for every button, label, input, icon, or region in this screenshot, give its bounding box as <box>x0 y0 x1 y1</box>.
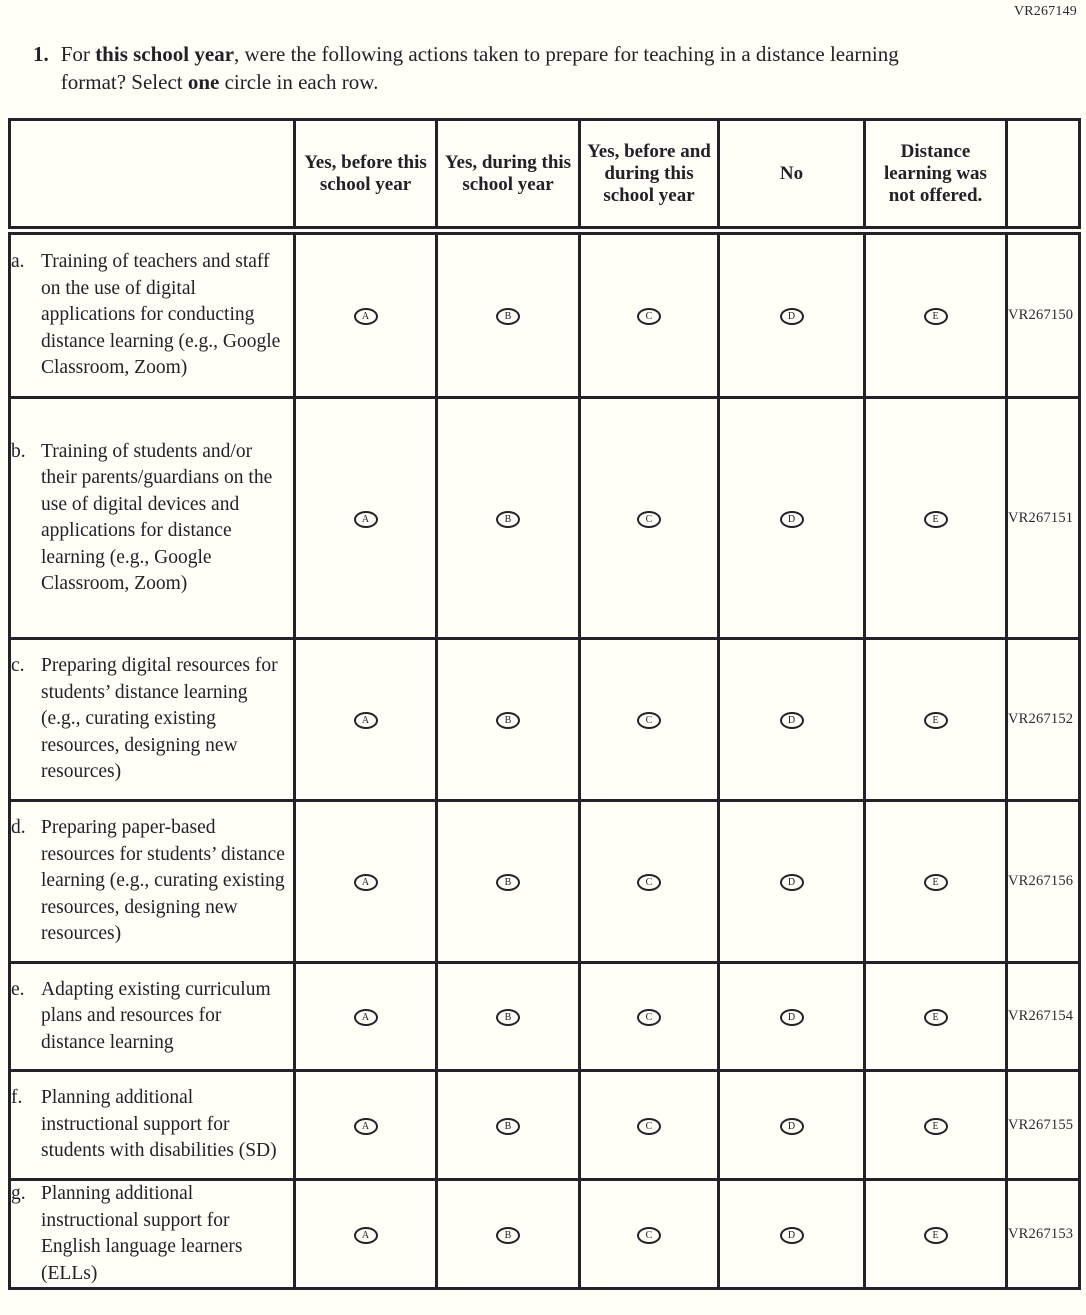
table-row-f <box>10 1071 1080 1180</box>
row-text: Planning additional instructional support for English language learners (ELLs) <box>41 1183 243 1284</box>
row-letter: a. <box>11 251 25 273</box>
row-d-cell-c <box>580 801 719 963</box>
row-b-option-e[interactable]: E <box>924 511 948 528</box>
table-row-b <box>10 398 1080 639</box>
row-b-option-d[interactable]: D <box>780 511 804 528</box>
row-text: Planning additional instructional support for students with disabilities (SD) <box>41 1087 277 1162</box>
row-text: Training of teachers and staff on the use of digital applications for conducting distance learning (e.g., Google Classroom, Zoom) <box>41 251 281 379</box>
header-yes-before-and-during: Yes, before and during this school year <box>580 120 719 231</box>
row-a-option-c[interactable]: C <box>637 308 661 325</box>
row-a-option-e[interactable]: E <box>924 308 948 325</box>
question-bold-this-school-year: this school year <box>95 42 235 66</box>
row-letter: e. <box>11 978 25 1000</box>
header-row <box>10 120 1080 231</box>
question-text <box>33 40 1013 96</box>
row-b-code: VR267151 <box>1007 398 1080 639</box>
row-a-cell-b <box>437 231 580 398</box>
row-d-label <box>10 801 295 963</box>
row-f-option-e[interactable]: E <box>924 1118 948 1135</box>
row-e-option-b[interactable]: B <box>496 1009 520 1026</box>
row-a-cell-e <box>865 231 1007 398</box>
question-segment: circle in each row. <box>219 70 379 94</box>
row-d-cell-b <box>437 801 580 963</box>
row-c-option-b[interactable]: B <box>496 712 520 729</box>
row-c-cell-b <box>437 639 580 801</box>
header-yes-during: Yes, during this school year <box>437 120 580 231</box>
row-g-option-c[interactable]: C <box>637 1227 661 1244</box>
row-letter: c. <box>11 655 25 677</box>
header-no: No <box>719 120 865 231</box>
row-f-option-d[interactable]: D <box>780 1118 804 1135</box>
row-g-cell-b <box>437 1180 580 1289</box>
row-letter: g. <box>11 1183 26 1204</box>
row-e-label <box>10 963 295 1071</box>
row-g-code: VR267153 <box>1007 1180 1080 1289</box>
row-g-option-b[interactable]: B <box>496 1227 520 1244</box>
row-e-option-d[interactable]: D <box>780 1009 804 1026</box>
row-b-option-a[interactable]: A <box>354 511 378 528</box>
row-f-cell-e <box>865 1071 1007 1180</box>
row-c-cell-c <box>580 639 719 801</box>
header-not-offered: Distance learning was not offered. <box>865 120 1007 231</box>
row-b-cell-a <box>295 398 437 639</box>
row-g-cell-c <box>580 1180 719 1289</box>
row-f-cell-d <box>719 1071 865 1180</box>
row-f-label <box>10 1071 295 1180</box>
table-row-c <box>10 639 1080 801</box>
row-text: Preparing paper-based resources for students’ distance learning (e.g., curating existing resources, designing new resources) <box>41 817 285 945</box>
header-blank <box>10 120 295 231</box>
row-e-code: VR267154 <box>1007 963 1080 1071</box>
row-c-cell-a <box>295 639 437 801</box>
row-c-label <box>10 639 295 801</box>
row-e-option-c[interactable]: C <box>637 1009 661 1026</box>
row-letter: b. <box>11 440 26 462</box>
row-b-option-b[interactable]: B <box>496 511 520 528</box>
row-e-option-e[interactable]: E <box>924 1009 948 1026</box>
row-e-cell-c <box>580 963 719 1071</box>
table-row-d <box>10 801 1080 963</box>
row-g-cell-a <box>295 1180 437 1289</box>
response-matrix-table <box>8 118 1081 1290</box>
row-b-label <box>10 398 295 639</box>
row-d-option-a[interactable]: A <box>354 874 378 891</box>
row-e-cell-e <box>865 963 1007 1071</box>
row-f-option-b[interactable]: B <box>496 1118 520 1135</box>
row-d-option-d[interactable]: D <box>780 874 804 891</box>
row-c-option-a[interactable]: A <box>354 712 378 729</box>
row-f-option-a[interactable]: A <box>354 1118 378 1135</box>
table-row-e <box>10 963 1080 1071</box>
row-b-cell-c <box>580 398 719 639</box>
row-f-cell-b <box>437 1071 580 1180</box>
row-b-cell-b <box>437 398 580 639</box>
row-e-cell-d <box>719 963 865 1071</box>
row-f-option-c[interactable]: C <box>637 1118 661 1135</box>
row-a-option-a[interactable]: A <box>354 308 378 325</box>
row-g-cell-e <box>865 1180 1007 1289</box>
table-row-g <box>10 1180 1080 1289</box>
row-d-option-c[interactable]: C <box>637 874 661 891</box>
row-c-code: VR267152 <box>1007 639 1080 801</box>
row-d-code: VR267156 <box>1007 801 1080 963</box>
row-g-option-e[interactable]: E <box>924 1227 948 1244</box>
row-text: Training of students and/or their parents/guardians on the use of digital devices and applications for distance learning (e.g., Google Classroom, Zoom) <box>41 440 273 594</box>
row-a-cell-c <box>580 231 719 398</box>
row-text: Preparing digital resources for students’ distance learning (e.g., curating existing resources, designing new resources) <box>41 655 278 783</box>
row-d-option-e[interactable]: E <box>924 874 948 891</box>
row-g-option-d[interactable]: D <box>780 1227 804 1244</box>
row-text: Adapting existing curriculum plans and resources for distance learning <box>41 978 271 1053</box>
row-a-cell-d <box>719 231 865 398</box>
question-segment: , were the following actions taken to prepare for teaching in a distance learning format? Select <box>60 42 899 94</box>
row-c-cell-e <box>865 639 1007 801</box>
row-d-cell-e <box>865 801 1007 963</box>
question-segment: For <box>60 42 96 66</box>
row-f-cell-a <box>295 1071 437 1180</box>
row-b-cell-e <box>865 398 1007 639</box>
row-d-cell-a <box>295 801 437 963</box>
row-g-cell-d <box>719 1180 865 1289</box>
row-f-code: VR267155 <box>1007 1071 1080 1180</box>
row-g-label <box>10 1180 295 1289</box>
row-e-cell-a <box>295 963 437 1071</box>
row-letter: f. <box>11 1087 23 1109</box>
row-e-option-a[interactable]: A <box>354 1009 378 1026</box>
row-d-option-b[interactable]: B <box>496 874 520 891</box>
row-b-cell-d <box>719 398 865 639</box>
row-f-cell-c <box>580 1071 719 1180</box>
table-row-a <box>10 231 1080 398</box>
row-a-code: VR267150 <box>1007 231 1080 398</box>
page-code: VR267149 <box>1013 4 1077 19</box>
question-body <box>61 40 906 96</box>
header-yes-before: Yes, before this school year <box>295 120 437 231</box>
row-d-cell-d <box>719 801 865 963</box>
row-c-option-c[interactable]: C <box>637 712 661 729</box>
row-a-option-b[interactable]: B <box>496 308 520 325</box>
row-letter: d. <box>11 817 26 839</box>
row-a-cell-a <box>295 231 437 398</box>
row-c-option-d[interactable]: D <box>780 712 804 729</box>
row-g-option-a[interactable]: A <box>354 1227 378 1244</box>
row-b-option-c[interactable]: C <box>637 511 661 528</box>
question-bold-one: one <box>187 70 220 94</box>
row-a-label <box>10 231 295 398</box>
row-c-option-e[interactable]: E <box>924 712 948 729</box>
header-blank-right <box>1007 120 1080 231</box>
row-e-cell-b <box>437 963 580 1071</box>
row-a-option-d[interactable]: D <box>780 308 804 325</box>
question-number: 1. <box>33 42 49 66</box>
row-c-cell-d <box>719 639 865 801</box>
